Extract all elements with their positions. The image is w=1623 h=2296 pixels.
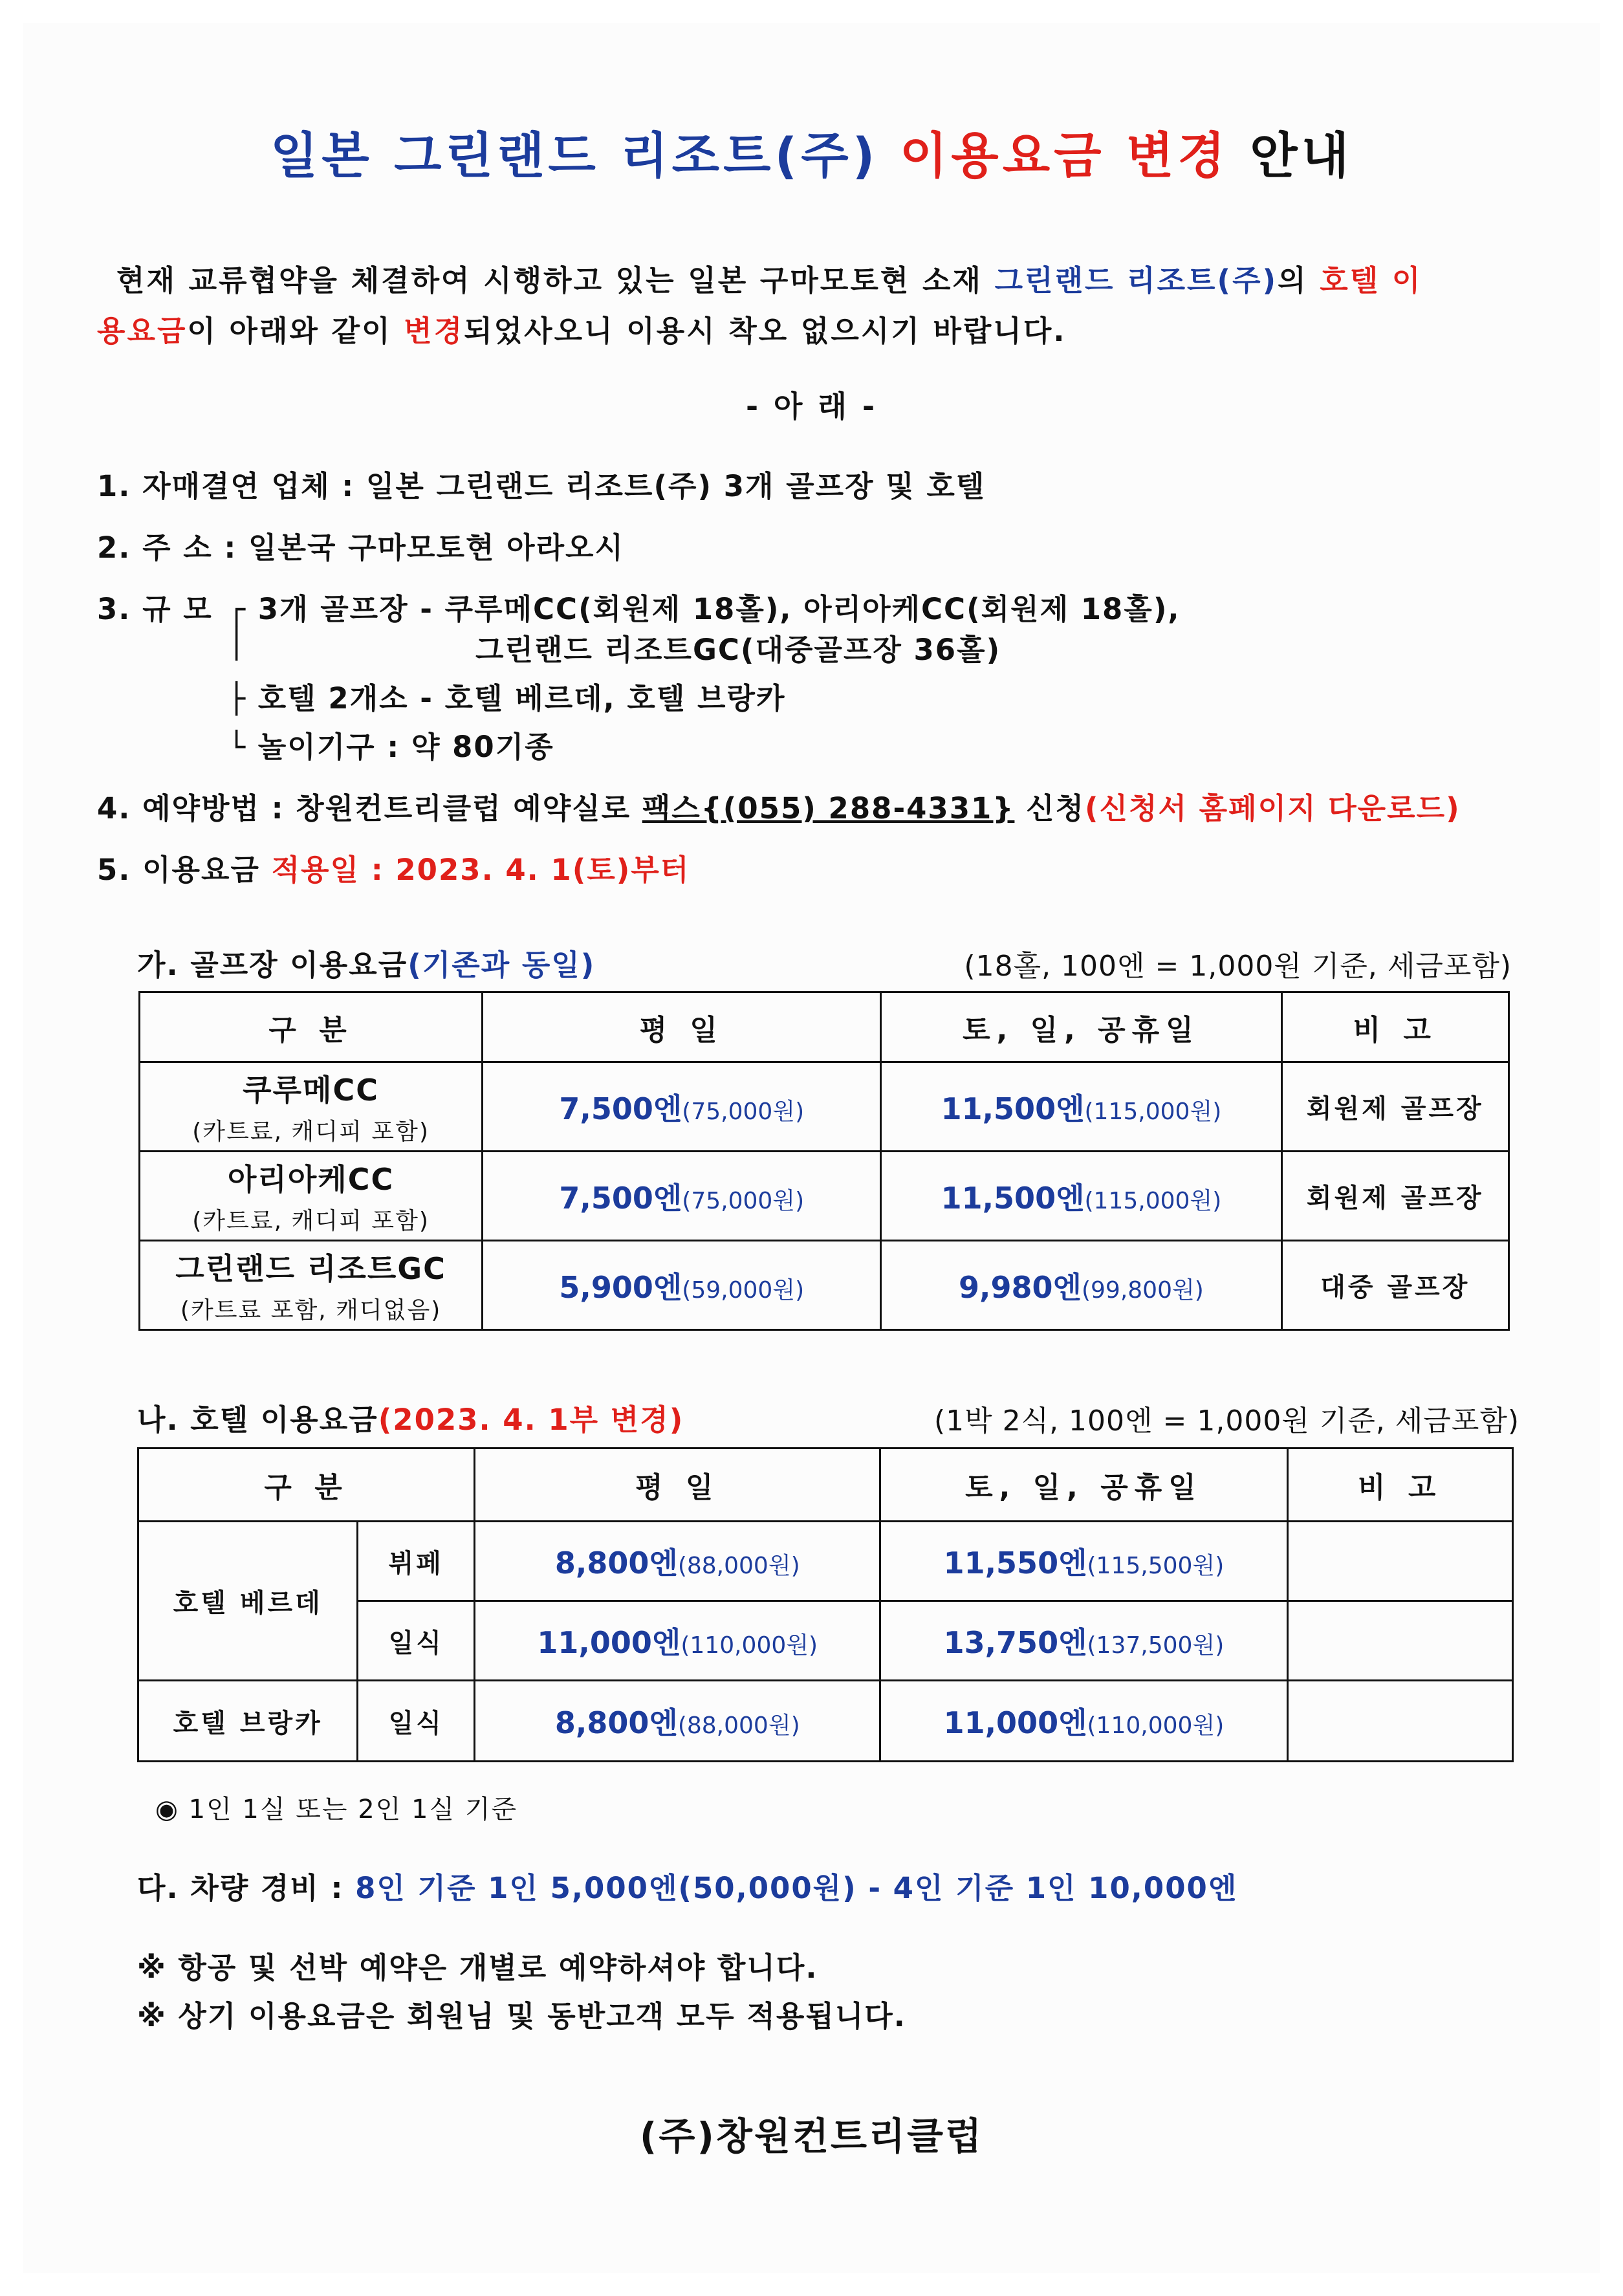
hotel-footnote: ◉ 1인 1실 또는 2인 1실 기준 — [155, 1795, 518, 1824]
weekend-yen: 11,000엔 — [943, 1705, 1087, 1740]
weekday-yen: 5,900엔 — [559, 1269, 682, 1305]
weekend-price-cell — [881, 1062, 1281, 1152]
item-5 — [97, 846, 690, 888]
hotel-fee-table — [137, 1447, 1514, 1762]
weekday-won: (88,000원) — [677, 1553, 800, 1579]
header-weekday: 평 일 — [475, 1449, 880, 1522]
issuer-name: (주)창원컨트리클럽 — [639, 2114, 984, 2158]
item-4-apply: 신청 — [1014, 791, 1085, 825]
weekend-price-cell — [881, 1152, 1281, 1241]
header-weekend: 토, 일, 공휴일 — [881, 992, 1281, 1062]
course-cell — [140, 1062, 483, 1152]
intro-paragraph — [97, 256, 1533, 356]
table-row — [138, 1522, 1513, 1601]
title-guide: 안내 — [1250, 127, 1353, 184]
item-1: 1. 자매결연 업체 : 일본 그린랜드 리조트(주) 3개 골프장 및 호텔 — [97, 469, 986, 503]
weekend-won: (115,500원) — [1087, 1553, 1225, 1579]
hotel-name: 호텔 브랑카 — [138, 1681, 358, 1762]
notice-2: ※ 상기 이용요금은 회원님 및 동반고객 모두 적용됩니다. — [137, 1999, 906, 2033]
weekday-price-cell — [483, 1241, 881, 1330]
item-3-line-2: 그린랜드 리조트GC(대중골프장 36홀) — [475, 633, 1001, 667]
golf-heading-note: (기존과 동일) — [408, 948, 596, 982]
item-4-text: 4. 예약방법 : 창원컨트리클럽 예약실로 — [97, 791, 642, 825]
weekday-yen: 7,500엔 — [559, 1180, 682, 1216]
intro-change: 변경 — [404, 314, 464, 348]
meal-type: 뷔페 — [358, 1522, 475, 1601]
weekday-price-cell — [475, 1522, 880, 1601]
header-category: 구 분 — [138, 1449, 475, 1522]
item-5-text: 5. 이용요금 — [97, 853, 272, 887]
header-category: 구 분 — [140, 992, 483, 1062]
weekend-price-cell — [881, 1241, 1281, 1330]
intro-hotel-fee-2: 용요금 — [97, 314, 188, 348]
meal-type: 일식 — [358, 1601, 475, 1681]
weekend-won: (110,000원) — [1087, 1712, 1225, 1739]
golf-basis: (18홀, 100엔 = 1,000원 기준, 세금포함) — [964, 950, 1512, 983]
golf-heading — [137, 941, 595, 983]
course-note: 회원제 골프장 — [1281, 1152, 1509, 1241]
meal-type: 일식 — [358, 1681, 475, 1762]
hotel-header-row — [138, 1449, 1513, 1522]
hotel-heading-note: (2023. 4. 1부 변경) — [378, 1403, 684, 1437]
weekend-yen: 9,980엔 — [959, 1269, 1082, 1305]
weekday-price-cell — [483, 1152, 881, 1241]
weekend-won: (115,000원) — [1084, 1098, 1222, 1125]
header-weekday: 평 일 — [483, 992, 881, 1062]
weekday-price-cell — [483, 1062, 881, 1152]
item-4-fax: 팩스{(055) 288-4331} — [642, 791, 1015, 825]
item-3-line-2-mark: │ — [228, 626, 247, 661]
course-includes: (카트료 포함, 캐디없음) — [180, 1297, 442, 1324]
note-cell — [1287, 1681, 1513, 1762]
golf-header-row — [140, 992, 1509, 1062]
hotel-basis: (1박 2식, 100엔 = 1,000원 기준, 세금포함) — [933, 1405, 1520, 1438]
course-includes: (카트료, 캐디피 포함) — [192, 1208, 430, 1234]
below-heading: - 아 래 - — [745, 389, 878, 424]
page-title — [0, 116, 1623, 187]
intro-text-1: 현재 교류협약을 체결하여 시행하고 있는 일본 구마모토현 소재 — [116, 263, 995, 298]
weekday-won: (75,000원) — [682, 1187, 805, 1214]
note-cell — [1287, 1522, 1513, 1601]
weekend-won: (115,000원) — [1084, 1187, 1222, 1214]
golf-heading-text: 가. 골프장 이용요금 — [137, 948, 408, 982]
course-note: 대중 골프장 — [1281, 1241, 1509, 1330]
weekday-yen: 7,500엔 — [559, 1091, 682, 1126]
header-weekend: 토, 일, 공휴일 — [880, 1449, 1287, 1522]
weekday-won: (110,000원) — [681, 1632, 818, 1659]
item-5-effective-date: 적용일 : 2023. 4. 1(토)부터 — [271, 853, 690, 887]
intro-text-2: 의 — [1278, 263, 1320, 298]
weekday-price-cell — [475, 1681, 880, 1762]
weekday-won: (75,000원) — [682, 1098, 805, 1125]
table-row — [140, 1062, 1509, 1152]
intro-company: 그린랜드 리조트(주) — [994, 263, 1278, 298]
table-row — [138, 1681, 1513, 1762]
weekend-yen: 11,550엔 — [943, 1546, 1087, 1580]
table-row — [140, 1241, 1509, 1330]
course-name: 아리아케CC — [227, 1162, 395, 1197]
item-3-line-4: └ 놀이기구 : 약 80기종 — [228, 730, 554, 764]
vehicle-label: 다. 차량 경비 : — [137, 1871, 356, 1905]
weekday-won: (59,000원) — [682, 1276, 805, 1304]
header-note: 비 고 — [1287, 1449, 1513, 1522]
course-cell — [140, 1152, 483, 1241]
note-cell — [1287, 1601, 1513, 1681]
weekend-won: (137,500원) — [1087, 1632, 1225, 1659]
weekday-won: (88,000원) — [677, 1712, 800, 1739]
item-4-download-note: (신청서 홈페이지 다운로드) — [1085, 791, 1461, 825]
table-row — [140, 1152, 1509, 1241]
vehicle-fee — [137, 1864, 1237, 1907]
vehicle-value: 8인 기준 1인 5,000엔(50,000원) - 4인 기준 1인 10,000엔 — [355, 1871, 1238, 1905]
course-name: 쿠루메CC — [243, 1073, 379, 1108]
weekend-price-cell — [880, 1601, 1287, 1681]
item-3-label: 3. 규 모 — [97, 592, 213, 626]
weekday-price-cell — [475, 1601, 880, 1681]
notice-1: ※ 항공 및 선박 예약은 개별로 예약하셔야 합니다. — [137, 1951, 818, 1985]
course-includes: (카트료, 캐디피 포함) — [192, 1119, 430, 1145]
weekday-yen: 8,800엔 — [554, 1546, 678, 1580]
item-2: 2. 주 소 : 일본국 구마모토현 아라오시 — [97, 530, 624, 565]
item-3-line-3: ├ 호텔 2개소 - 호텔 베르데, 호텔 브랑카 — [228, 681, 786, 716]
weekend-yen: 11,500엔 — [941, 1091, 1085, 1126]
course-cell — [140, 1241, 483, 1330]
weekend-price-cell — [880, 1522, 1287, 1601]
title-company: 일본 그린랜드 리조트(주) — [270, 127, 879, 184]
intro-hotel-fee-1: 호텔 이 — [1320, 263, 1422, 298]
weekend-yen: 13,750엔 — [943, 1625, 1087, 1660]
header-note: 비 고 — [1281, 992, 1509, 1062]
intro-text-3: 이 아래와 같이 — [187, 314, 404, 348]
item-4 — [97, 785, 1461, 827]
golf-fee-table — [138, 991, 1510, 1331]
weekend-price-cell — [880, 1681, 1287, 1762]
hotel-heading — [137, 1396, 684, 1438]
weekend-won: (99,800원) — [1081, 1276, 1204, 1304]
course-name: 그린랜드 리조트GC — [175, 1251, 446, 1286]
weekday-yen: 8,800엔 — [554, 1705, 678, 1740]
title-change: 이용요금 변경 — [899, 127, 1229, 184]
hotel-name: 호텔 베르데 — [138, 1522, 358, 1681]
hotel-heading-text: 나. 호텔 이용요금 — [137, 1403, 378, 1437]
weekend-yen: 11,500엔 — [941, 1180, 1085, 1216]
course-note: 회원제 골프장 — [1281, 1062, 1509, 1152]
intro-text-4: 되었사오니 이용시 착오 없으시기 바랍니다. — [464, 314, 1067, 348]
weekday-yen: 11,000엔 — [537, 1625, 681, 1660]
item-3-line-1: ┌ 3개 골프장 - 쿠루메CC(회원제 18홀), 아리아케CC(회원제 18홀), — [228, 592, 1181, 626]
